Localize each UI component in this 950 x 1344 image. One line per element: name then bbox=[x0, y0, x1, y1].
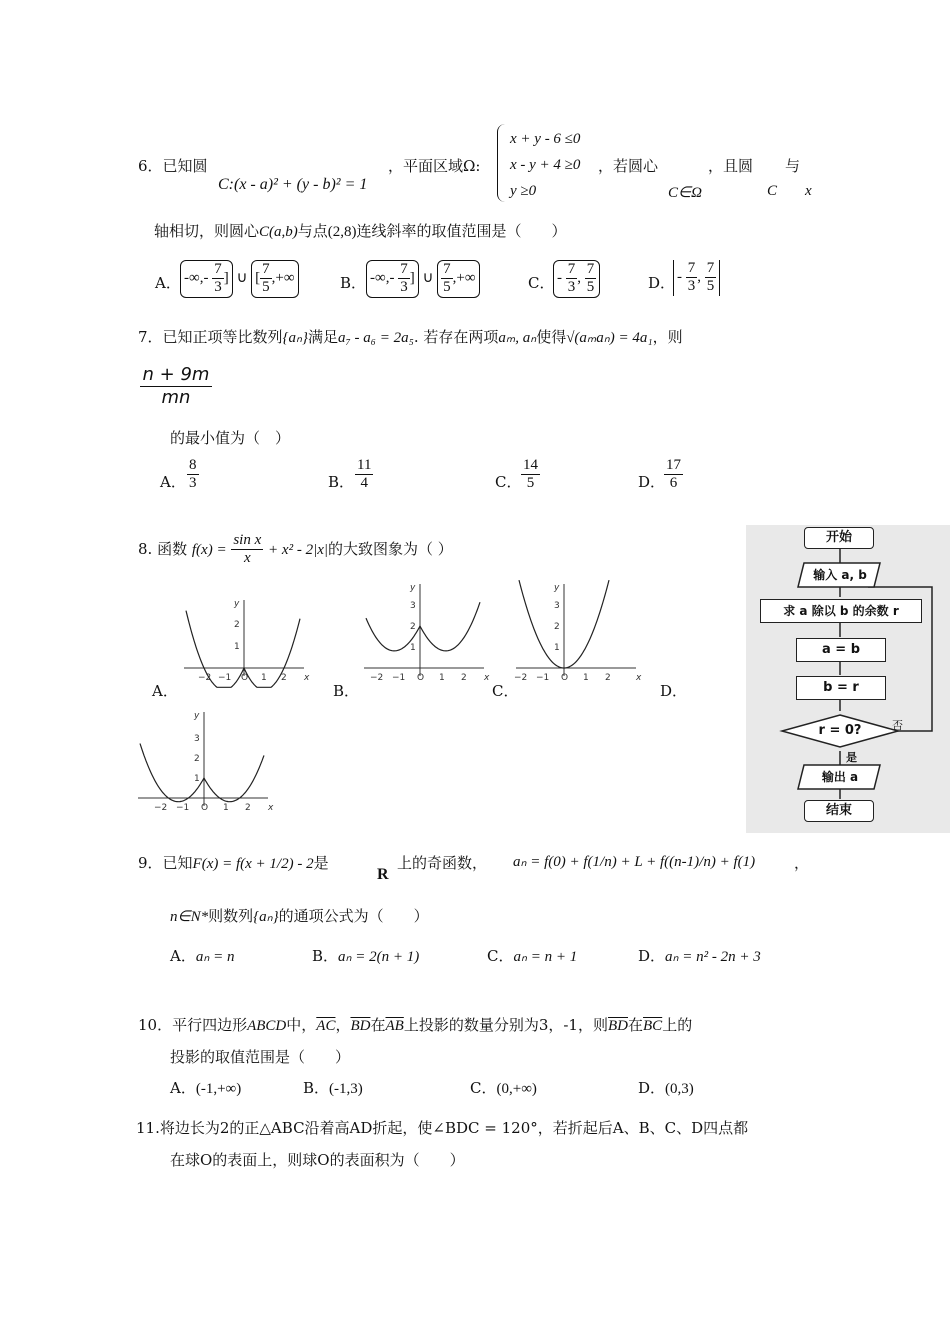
y-label-b: y bbox=[410, 583, 416, 593]
q6-c: C bbox=[767, 183, 778, 199]
q6-inequalities bbox=[510, 126, 580, 204]
q10-vector-bd2: $\overline{BD}$ bbox=[608, 1018, 628, 1034]
q10-b-label: B． bbox=[303, 1079, 330, 1097]
q7-text1: 7．已知正项等比数列 bbox=[138, 328, 283, 346]
q9-option-b[interactable] bbox=[312, 945, 419, 966]
q10-option-b[interactable] bbox=[303, 1077, 363, 1098]
q9-line2 bbox=[170, 905, 429, 926]
q10-a-label: A． bbox=[170, 1079, 196, 1097]
q9-seq: {aₙ} bbox=[253, 909, 279, 925]
q9-d-label: D． bbox=[638, 947, 666, 965]
q10-text4: 上投影的数量分别为3，-1， bbox=[403, 1016, 593, 1034]
q9-option-d[interactable] bbox=[638, 945, 761, 966]
q9-option-a[interactable] bbox=[170, 945, 234, 966]
q8-func: f(x) = bbox=[191, 541, 227, 558]
curve-b bbox=[366, 602, 480, 651]
q9-d-val: aₙ = n² - 2n + 3 bbox=[665, 949, 761, 965]
x-tick-b-0: −2 bbox=[370, 673, 384, 683]
q9-option-c[interactable] bbox=[487, 945, 577, 966]
q7-b-num: 11 bbox=[355, 457, 373, 475]
q7-text3: . 若存在两项 bbox=[413, 328, 499, 346]
y-tick-a-0: 1 bbox=[234, 642, 240, 652]
q7-sqrt: √(aₘaₙ) = 4a₁ bbox=[566, 330, 653, 346]
q7-line1 bbox=[138, 326, 683, 347]
q6-option-a[interactable]: -∞,- $\frac{7}{3}$ ] ∪ [ $\frac{7}{5}$ ,+∞ bbox=[180, 260, 299, 298]
x-tick-d-0: −2 bbox=[154, 803, 168, 813]
y-tick-b-1: 2 bbox=[410, 622, 416, 632]
q9-line2c: 的通项公式为（ ） bbox=[278, 907, 429, 925]
q7-c-num: 14 bbox=[521, 457, 540, 475]
q6-line2 bbox=[154, 220, 567, 241]
q7-text5: ，则 bbox=[652, 328, 683, 346]
q7-a-num: 8 bbox=[187, 457, 199, 475]
q10-vector-ab: $\overline{AB}$ bbox=[385, 1018, 404, 1034]
flow-assign-b: b = r bbox=[796, 676, 886, 700]
q10-text3: 在 bbox=[370, 1016, 386, 1034]
q10-d-val: (0,3) bbox=[665, 1081, 694, 1097]
q9-an: aₙ = f(0) + f(1/n) + L + f((n-1)/n) + f(1) bbox=[513, 854, 756, 870]
q7-option-d-label: D． bbox=[638, 473, 666, 491]
y-tick-b-0: 1 bbox=[410, 643, 416, 653]
y-tick-d-0: 1 bbox=[194, 774, 200, 784]
x-tick-a-1: −1 bbox=[218, 673, 232, 683]
q8-option-c-label: C． bbox=[492, 682, 519, 700]
q10-sep: ， bbox=[335, 1016, 351, 1034]
q10-text1: 10．平行四边形 bbox=[138, 1016, 248, 1034]
flow-yes: 是 bbox=[846, 751, 857, 764]
q9-a-label: A． bbox=[170, 947, 196, 965]
q7-option-a-label: A． bbox=[160, 473, 186, 491]
q6-option-c[interactable]: - $\frac{7}{3}$ , $\frac{7}{5}$ bbox=[553, 260, 600, 298]
q6-ineq-2: x - y + 4 ≥0 bbox=[510, 157, 581, 173]
q7-option-b[interactable] bbox=[355, 457, 373, 493]
q9-n-in-N: n∈N* bbox=[170, 909, 209, 925]
q7-a-den: 3 bbox=[189, 475, 197, 492]
x-tick-c-4: 2 bbox=[605, 673, 611, 683]
q10-vector-bc: $\overline{BC}$ bbox=[643, 1018, 663, 1034]
q9-b-label: B． bbox=[312, 947, 339, 965]
q8-graph-c[interactable] bbox=[514, 578, 646, 688]
q7-d-num: 17 bbox=[664, 457, 683, 475]
q6-line2-c: 连线斜率的取值范围是（ ） bbox=[356, 222, 567, 240]
q10-text7: 上的 bbox=[662, 1016, 693, 1034]
q9-b-val: aₙ = 2(n + 1) bbox=[338, 949, 420, 965]
q6-point: (2,8) bbox=[327, 224, 357, 240]
y-tick-d-1: 2 bbox=[194, 754, 200, 764]
q7-terms: aₘ, aₙ bbox=[498, 330, 537, 346]
q7-option-c[interactable] bbox=[521, 457, 540, 493]
q9-line1 bbox=[138, 852, 329, 873]
q10-line1 bbox=[138, 1014, 692, 1035]
q9-F: F(x) = f(x + 1/2) - 2 bbox=[192, 856, 314, 872]
x-tick-a-0: −2 bbox=[198, 673, 212, 683]
q7-text2: 满足 bbox=[308, 328, 339, 346]
q10-d-label: D． bbox=[638, 1079, 666, 1097]
q6-with: 与 bbox=[785, 157, 801, 175]
x-tick-a-2: O bbox=[241, 673, 249, 683]
q6-ineq-1: x + y - 6 ≤0 bbox=[510, 131, 581, 147]
q7-seq: {aₙ} bbox=[282, 330, 309, 346]
q10-c-label: C． bbox=[470, 1079, 497, 1097]
x-tick-c-2: O bbox=[561, 673, 569, 683]
q7-c-den: 5 bbox=[526, 475, 535, 492]
q10-text6: 在 bbox=[628, 1016, 644, 1034]
q10-c-val: (0,+∞) bbox=[496, 1081, 537, 1097]
flow-remainder: 求 a 除以 b 的余数 r bbox=[760, 599, 922, 623]
x-label-a: x bbox=[304, 673, 310, 683]
q6-circle-equation: C:(x - a)² + (y - b)² = 1 bbox=[218, 176, 368, 193]
q7-cond: a₇ - a₆ = 2a₅ bbox=[338, 330, 414, 346]
x-tick-b-2: O bbox=[417, 673, 425, 683]
flow-condition: r = 0? bbox=[818, 723, 862, 738]
q8-frac-num: sin x bbox=[231, 532, 263, 550]
q7-frac-den: mn bbox=[161, 386, 191, 408]
q7-option-c-label: C． bbox=[495, 473, 522, 491]
x-tick-b-1: −1 bbox=[392, 673, 406, 683]
q7-option-b-label: B． bbox=[328, 473, 355, 491]
x-tick-d-1: −1 bbox=[176, 803, 190, 813]
q6-option-d-label: D． bbox=[648, 274, 676, 292]
q10-vector-bd: $\overline{BD}$ bbox=[350, 1018, 371, 1034]
flow-no: 否 bbox=[892, 719, 903, 732]
x-tick-a-4: 2 bbox=[281, 673, 287, 683]
q10-option-c[interactable] bbox=[470, 1077, 537, 1098]
q6-ineq-3: y ≥0 bbox=[510, 183, 537, 199]
y-tick-a-1: 2 bbox=[234, 620, 240, 630]
y-tick-b-2: 3 bbox=[410, 601, 416, 611]
x-label-b: x bbox=[484, 673, 490, 683]
flowchart-panel bbox=[746, 525, 950, 833]
q7-expression bbox=[140, 364, 212, 408]
x-tick-c-1: −1 bbox=[536, 673, 550, 683]
q10-text2: 中， bbox=[286, 1016, 317, 1034]
y-label-d: y bbox=[194, 711, 200, 721]
q6-region-text: ，平面区域Ω: bbox=[388, 157, 481, 175]
q6-option-b[interactable]: -∞,- $\frac{7}{3}$ ] ∪ $\frac{7}{5}$ ,+∞ bbox=[366, 260, 480, 298]
q6-option-c-label: C． bbox=[528, 274, 555, 292]
flow-end: 结束 bbox=[804, 800, 874, 822]
q6-option-b-label: B． bbox=[340, 274, 367, 292]
q6-option-d[interactable]: - $\frac{7}{3}$ , $\frac{7}{5}$ bbox=[673, 260, 720, 296]
q6-system-brace bbox=[497, 124, 508, 202]
q8-option-a-label: A． bbox=[152, 682, 178, 700]
y-tick-c-0: 1 bbox=[554, 643, 560, 653]
q9-text1: 9．已知 bbox=[138, 854, 193, 872]
q7-option-d[interactable] bbox=[664, 457, 683, 493]
q7-frac-num: n + 9m bbox=[140, 364, 212, 387]
q8-text1: 8. 函数 bbox=[138, 539, 188, 558]
q8-line bbox=[138, 532, 453, 568]
q8-option-d-label: D． bbox=[660, 682, 688, 700]
q10-a-val: (-1,+∞) bbox=[195, 1081, 242, 1097]
x-tick-c-0: −2 bbox=[514, 673, 528, 683]
q6-x: x bbox=[805, 183, 812, 199]
x-tick-a-3: 1 bbox=[261, 673, 267, 683]
q11-line2: 在球O的表面上，则球O的表面积为（ ） bbox=[170, 1151, 465, 1169]
q9-R: R bbox=[377, 866, 389, 883]
flow-assign-a: a = b bbox=[796, 638, 886, 662]
q10-text5: 则 bbox=[592, 1016, 608, 1034]
x-label-c: x bbox=[636, 673, 642, 683]
q9-a-val: aₙ = n bbox=[195, 949, 235, 965]
q7-text4: 使得 bbox=[536, 328, 567, 346]
x-tick-c-3: 1 bbox=[583, 673, 589, 683]
q6-option-a-label: A． bbox=[155, 274, 181, 292]
q10-option-a[interactable] bbox=[170, 1077, 241, 1098]
q8-graph-a[interactable] bbox=[182, 592, 314, 688]
q9-text3: 上的奇函数， bbox=[397, 854, 488, 872]
x-label-d: x bbox=[268, 803, 274, 813]
q10-abcd: ABCD bbox=[247, 1018, 287, 1034]
q6-line2-b: 与点 bbox=[297, 222, 328, 240]
q6-center-ab: C(a,b) bbox=[259, 224, 298, 240]
q6-center-condition: C∈Ω bbox=[668, 185, 702, 201]
y-label-c: y bbox=[554, 583, 560, 593]
q9-comma: ， bbox=[794, 854, 810, 872]
x-tick-b-3: 1 bbox=[439, 673, 445, 683]
q7-b-den: 4 bbox=[360, 475, 368, 492]
q9-c-label: C． bbox=[487, 947, 514, 965]
x-tick-d-2: O bbox=[201, 803, 209, 813]
q8-option-b-label: B． bbox=[333, 682, 360, 700]
x-tick-b-4: 2 bbox=[461, 673, 467, 683]
q8-graph-b[interactable] bbox=[362, 578, 494, 688]
x-tick-d-3: 1 bbox=[223, 803, 229, 813]
q6-line2-a: 轴相切，则圆心 bbox=[154, 222, 260, 240]
q8-rest: + x² - 2|x| bbox=[268, 541, 328, 558]
q7-d-den: 6 bbox=[669, 475, 678, 492]
y-tick-d-2: 3 bbox=[194, 734, 200, 744]
q10-line2: 投影的取值范围是（ ） bbox=[170, 1048, 351, 1066]
q9-c-val: aₙ = n + 1 bbox=[513, 949, 578, 965]
q6-center-text: ，若圆心 bbox=[598, 157, 659, 175]
q7-min-text: 的最小值为（ ） bbox=[170, 429, 291, 447]
q8-frac-den: x bbox=[243, 550, 251, 567]
q10-b-val: (-1,3) bbox=[329, 1081, 363, 1097]
q10-option-d[interactable] bbox=[638, 1077, 694, 1098]
q8-graph-d[interactable] bbox=[136, 706, 278, 818]
q6-prefix: 6．已知圆 bbox=[138, 157, 208, 175]
q10-vector-ac: $\overline{AC}$ bbox=[316, 1018, 336, 1034]
q7-option-a[interactable] bbox=[187, 457, 199, 493]
curve-d bbox=[140, 744, 264, 802]
flow-start: 开始 bbox=[804, 527, 874, 549]
q11-line1: 11.将边长为2的正△ABC沿着高AD折起，使∠BDC = 120°，若折起后A、B、C、D四点都 bbox=[136, 1119, 749, 1137]
q9-text2: 是 bbox=[313, 854, 329, 872]
q6-circle-text: ，且圆 bbox=[708, 157, 754, 175]
x-tick-d-4: 2 bbox=[245, 803, 251, 813]
q9-line2b: 则数列 bbox=[208, 907, 254, 925]
q8-text2: 的大致图象为（ ） bbox=[327, 539, 453, 558]
y-label-a: y bbox=[234, 599, 240, 609]
flow-output: 输出 a bbox=[821, 770, 859, 784]
y-tick-c-2: 3 bbox=[554, 601, 560, 611]
y-tick-c-1: 2 bbox=[554, 622, 560, 632]
flow-input: 输入 a, b bbox=[813, 568, 867, 582]
